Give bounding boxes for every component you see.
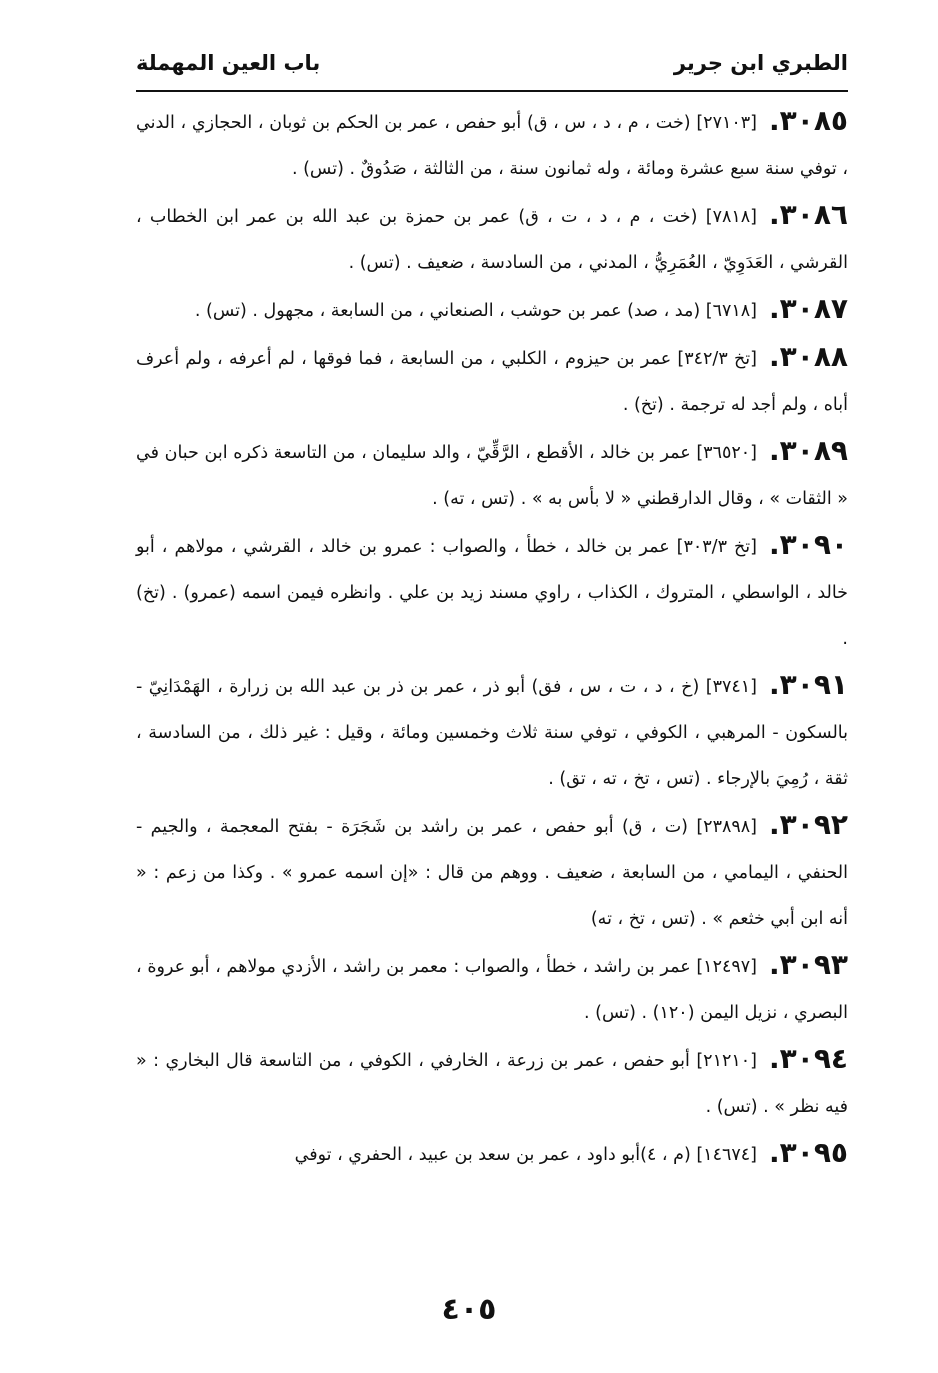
entry xyxy=(136,286,848,334)
header-book-title: الطبري ابن جرير xyxy=(673,51,848,75)
entry-text: [٣٦٥٢٠] عمر بن خالد ، الأقطع ، الرَّقِّيّ ، والد سليمان ، من التاسعة ذكره ابن حبان في « الثقات » ، وقال الدارقطني « لا بأس به » . (تس ، ته) . xyxy=(136,443,848,509)
entries-list xyxy=(136,98,848,1178)
header-divider xyxy=(136,90,848,92)
entry-text: [٦٧١٨] (مد ، صد) عمر بن حوشب ، الصنعاني ، من السابعة ، مجهول . (تس) . xyxy=(194,301,757,321)
entry-text: [٢١٢١٠] أبو حفص ، عمر بن زرعة ، الخارفي ، الكوفي ، من التاسعة قال البخاري : « فيه نظر » . (تس) . xyxy=(136,1051,848,1117)
entry-number: ٣٠٩٤. xyxy=(769,1042,848,1075)
entry xyxy=(136,662,848,802)
entry-number: ٣٠٨٨. xyxy=(769,340,848,373)
page-number: ٤٠٥ xyxy=(441,1292,497,1327)
entry-text: [٢٧١٠٣] (خت ، م ، د ، س ، ق) أبو حفص ، عمر بن الحكم بن ثوبان ، الحجازي ، الدني ، توفي سنة سبع عشرة ومائة ، وله ثمانون سنة ، من الثالثة ، صَدُوقٌ . (تس) . xyxy=(136,113,848,179)
entry-text: [٧٨١٨] (خت ، م ، د ، ت ، ق) عمر بن حمزة بن عبد الله بن عمر ابن الخطاب ، القرشي ، العَدَوِيّ ، العُمَرِيُّ ، المدني ، من السادسة ، ضعيف . (تس) . xyxy=(136,207,848,273)
header-chapter-title: باب العين المهملة xyxy=(136,51,321,75)
entry xyxy=(136,428,848,522)
entry-text: [تخ ٣٤٢/٣] عمر بن حيزوم ، الكلبي ، من السابعة ، فما فوقها ، لم أعرفه ، ولم أعرف أباه ، ولم أجد له ترجمة . (تخ) . xyxy=(136,349,848,415)
entry xyxy=(136,1036,848,1130)
entry xyxy=(136,802,848,942)
entry xyxy=(136,522,848,662)
running-header xyxy=(136,40,848,86)
entry-number: ٣٠٨٦. xyxy=(769,198,848,231)
entry xyxy=(136,334,848,428)
entry-text: [١٢٤٩٧] عمر بن راشد ، خطأ ، والصواب : معمر بن راشد ، الأزدي مولاهم ، أبو عروة ، البصري ، نزيل اليمن (١٢٠) . (تس) . xyxy=(136,957,848,1023)
entry-number: ٣٠٩١. xyxy=(769,668,848,701)
entry-number: ٣٠٩٢. xyxy=(769,808,848,841)
entry-text: [تخ ٣٠٣/٣] عمر بن خالد ، خطأ ، والصواب : عمرو بن خالد ، القرشي ، مولاهم ، أبو خالد ، الواسطي ، المتروك ، الكذاب ، راوي مسند زيد بن علي . وانظره فيمن اسمه (عمرو) . (تخ) . xyxy=(136,537,848,649)
entry xyxy=(136,98,848,192)
entry-text: [٣٧٤١] (خ ، د ، ت ، س ، فق) أبو ذر ، عمر بن ذر بن عبد الله بن زرارة ، الهَمْدَانِيّ - بالسكون - المرهبي ، الكوفي ، توفي سنة ثلاث وخمسين ومائة ، وقيل : غير ذلك ، من السادسة ، ثقة ، رُمِيَ بالإرجاء . (تس ، تخ ، ته ، تق) . xyxy=(136,677,848,789)
entry xyxy=(136,1130,848,1178)
entry-text: [١٤٦٧٤] (م ، ٤)أبو داود ، عمر بن سعد بن عبيد ، الحفري ، توفي xyxy=(294,1145,757,1165)
entry-number: ٣٠٩٠. xyxy=(769,528,848,561)
entry-text: [٢٣٨٩٨] (ت ، ق) أبو حفص ، عمر بن راشد بن شَجَرَة - بفتح المعجمة ، والجيم - الحنفي ، اليمامي ، من السابعة ، ضعيف . ووهم من قال : «إن اسمه عمرو » . وكذا من زعم : « أنه ابن أبي خثعم » . (تس ، تخ ، ته) xyxy=(136,817,848,929)
entry-number: ٣٠٨٧. xyxy=(769,292,848,325)
entry-number: ٣٠٩٥. xyxy=(769,1136,848,1169)
entry-number: ٣٠٩٣. xyxy=(769,948,848,981)
entry xyxy=(136,192,848,286)
entry-number: ٣٠٨٥. xyxy=(769,104,848,137)
entry-number: ٣٠٨٩. xyxy=(769,434,848,467)
entry xyxy=(136,942,848,1036)
